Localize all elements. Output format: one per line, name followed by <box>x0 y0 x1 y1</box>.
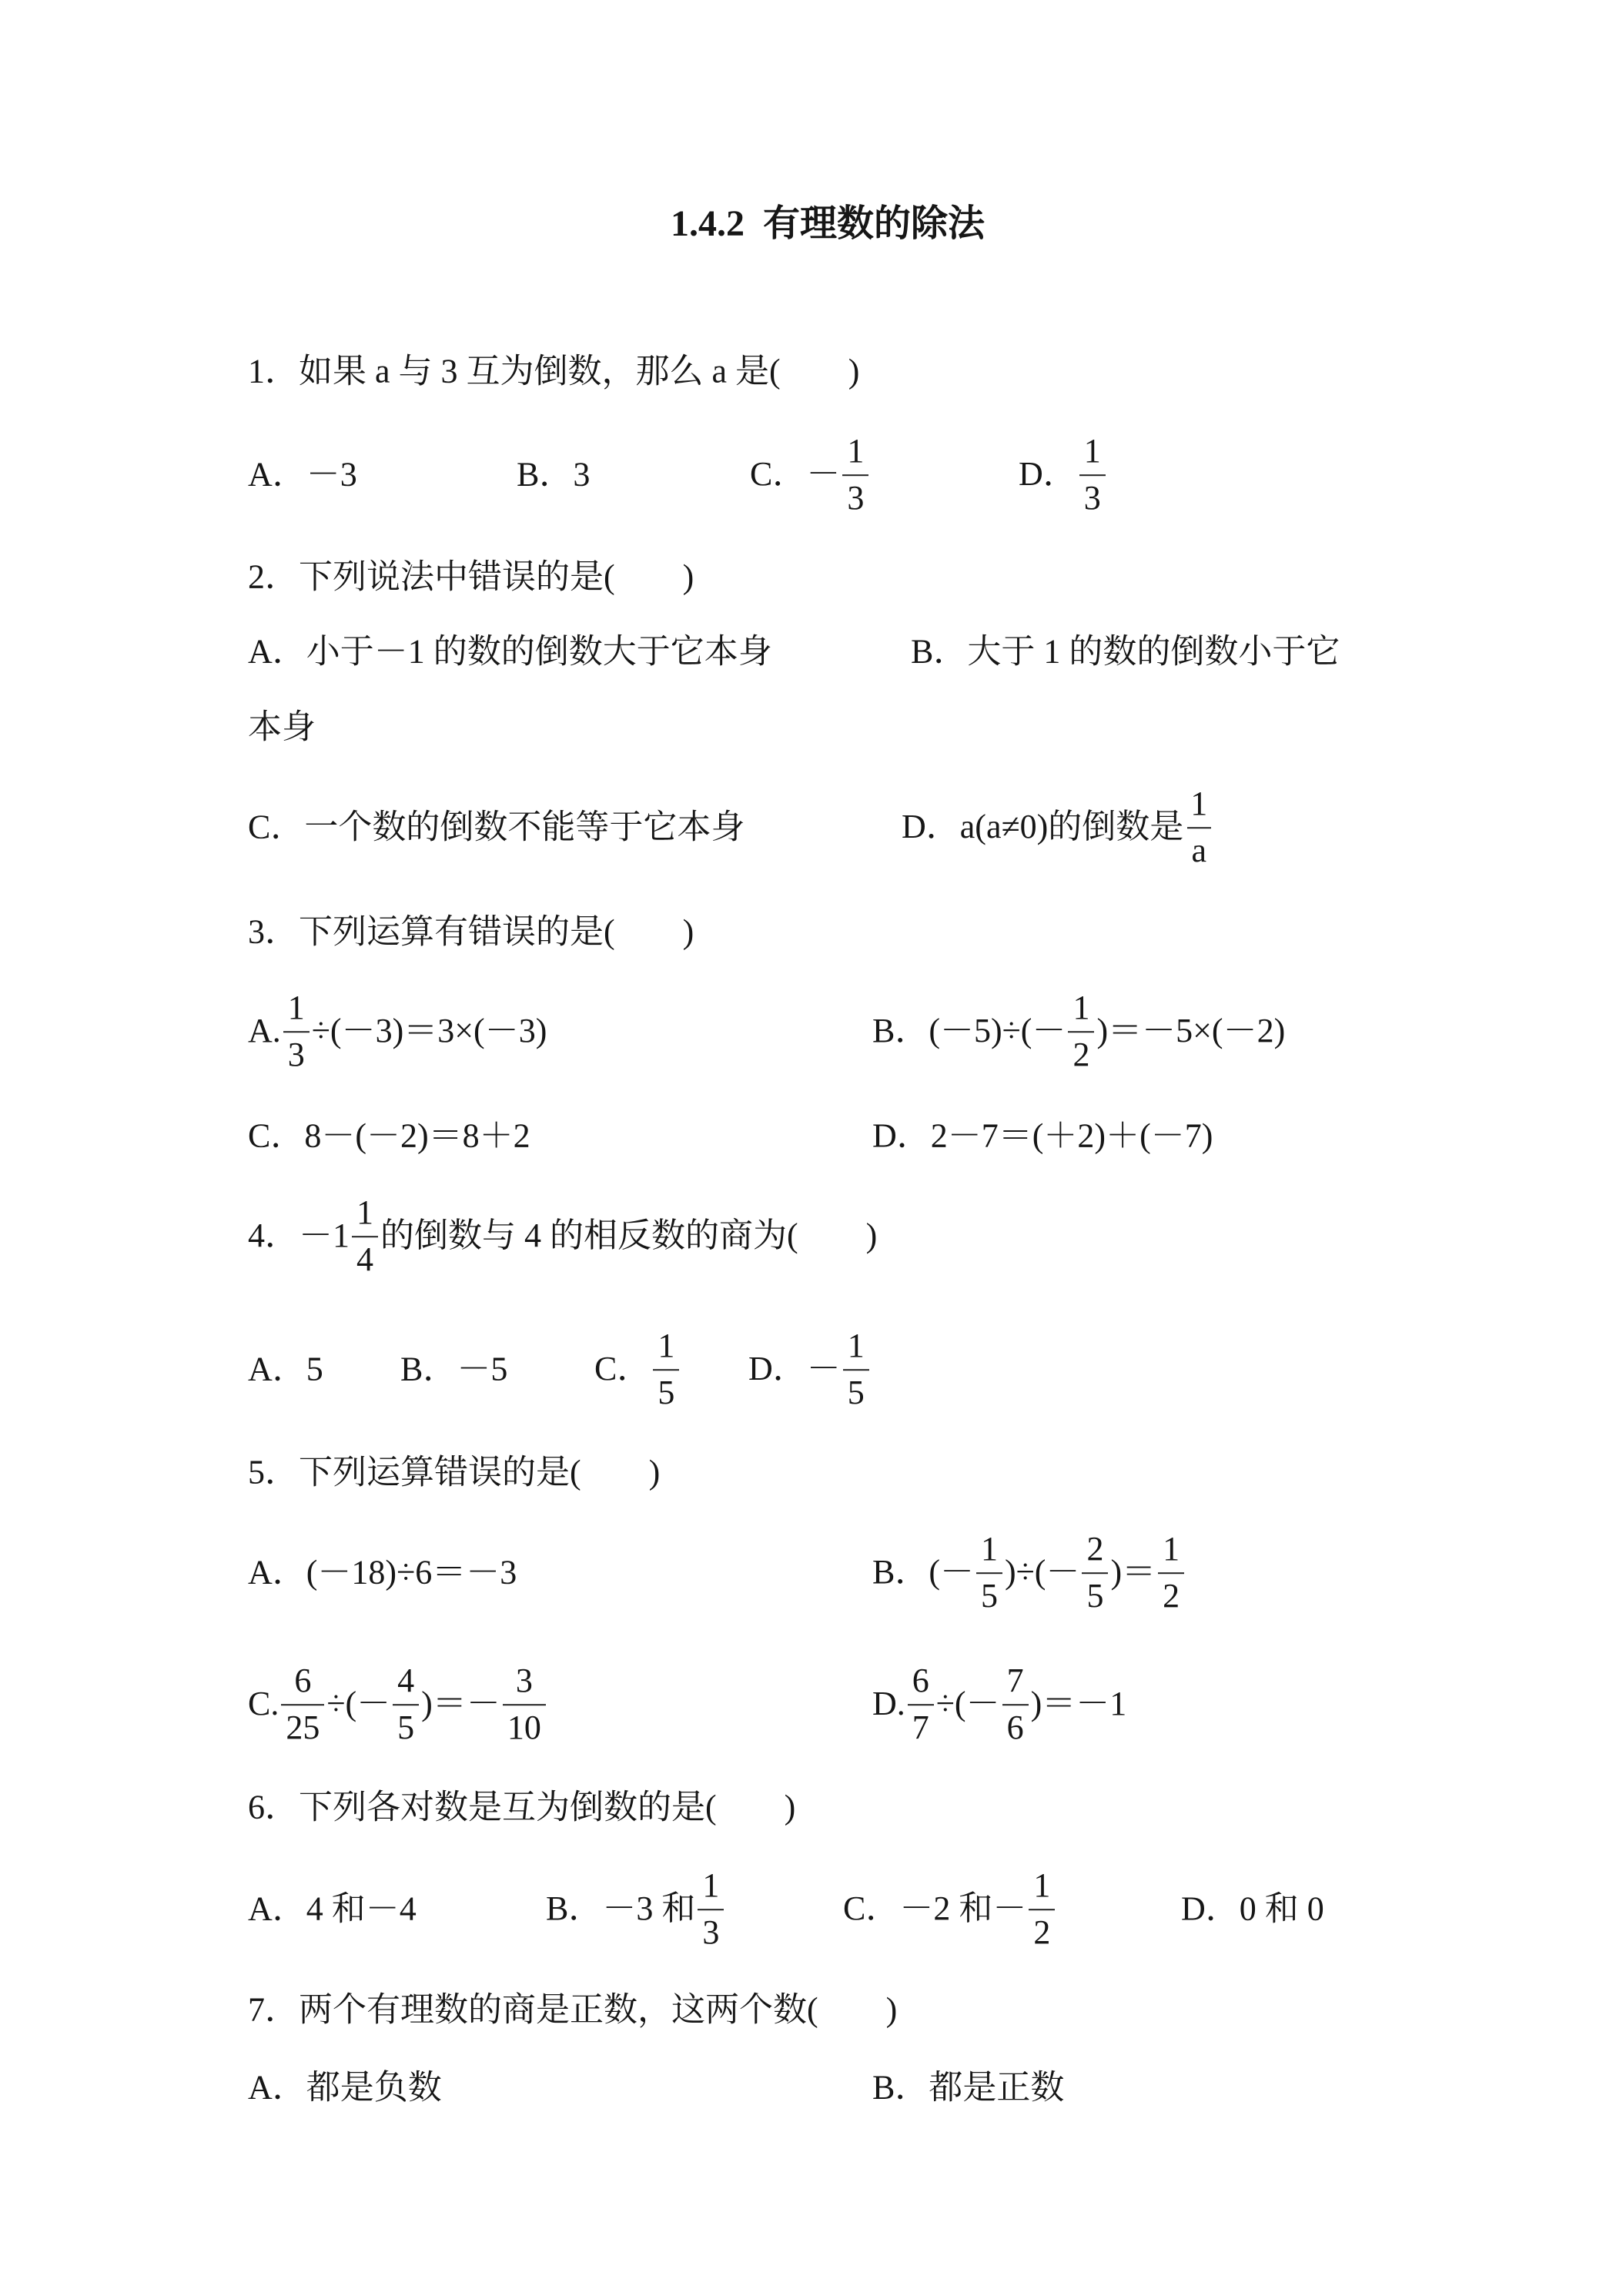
option-text: )＝－5×(－2) <box>1096 1012 1286 1050</box>
option-text: B．(－5)÷(－ <box>872 1012 1066 1050</box>
option-text: C． <box>594 1350 651 1388</box>
fraction <box>976 1529 1002 1617</box>
fraction-numerator: 6 <box>294 1662 312 1700</box>
q3-option-d: D．2－7＝(＋2)＋(－7) <box>872 1116 1213 1155</box>
fraction-denominator: 5 <box>653 1369 679 1414</box>
q3-option-a <box>248 988 547 1076</box>
q1-option-d <box>1019 431 1108 519</box>
q3-option-b <box>872 988 1285 1076</box>
fraction-numerator: 1 <box>1033 1866 1051 1905</box>
option-text: )＝－ <box>421 1685 500 1723</box>
fraction-denominator: 4 <box>352 1236 378 1280</box>
q1-option-c <box>750 431 871 519</box>
q1-option-b: B．3 <box>517 455 591 494</box>
fraction-denominator: 5 <box>393 1704 419 1749</box>
fraction-denominator: 5 <box>843 1369 869 1414</box>
fraction <box>281 1661 324 1749</box>
option-text: C. <box>248 1685 279 1723</box>
fraction <box>1186 784 1212 872</box>
option-text: ÷(－3)＝3×(－3) <box>311 1012 547 1050</box>
q3-option-c: C．8－(－2)＝8＋2 <box>248 1116 530 1155</box>
question-2-stem: 2．下列说法中错误的是( ) <box>248 557 694 596</box>
fraction-denominator: 6 <box>1002 1704 1029 1749</box>
question-1-stem: 1．如果 a 与 3 互为倒数，那么 a 是( ) <box>248 352 860 390</box>
fraction <box>1029 1866 1055 1953</box>
fraction <box>843 1326 869 1414</box>
page-title: 1.4.2 有理数的除法 <box>670 203 985 245</box>
q2-option-b-continued: 本身 <box>248 708 316 746</box>
fraction-numerator: 1 <box>356 1193 373 1232</box>
option-text: A. <box>248 1012 281 1050</box>
q2-option-d <box>902 784 1214 872</box>
option-text: D． <box>1019 455 1077 494</box>
q4-option-d <box>748 1326 872 1414</box>
q7-option-a: A．都是负数 <box>248 2068 442 2107</box>
fraction-numerator: 1 <box>1073 989 1090 1027</box>
fraction-numerator: 2 <box>1086 1530 1104 1568</box>
option-text: C．－2 和－ <box>843 1889 1027 1928</box>
question-7-stem: 7．两个有理数的商是正数，这两个数( ) <box>248 1990 898 2029</box>
question-5-stem: 5．下列运算错误的是( ) <box>248 1453 661 1491</box>
fraction-numerator: 4 <box>397 1662 415 1700</box>
q4-option-b: B．－5 <box>400 1350 508 1388</box>
option-text: )＝－1 <box>1030 1685 1127 1723</box>
option-text: B．(－ <box>872 1553 974 1591</box>
fraction <box>1158 1529 1184 1617</box>
fraction <box>653 1326 679 1414</box>
fraction-numerator: 1 <box>847 1327 865 1365</box>
fraction-denominator: 2 <box>1068 1031 1094 1076</box>
fraction <box>393 1661 419 1749</box>
q4-option-a: A．5 <box>248 1350 323 1388</box>
fraction-denominator: 5 <box>1082 1572 1108 1617</box>
stem-text: 的倒数与 4 的相反数的商为( ) <box>380 1217 878 1255</box>
q6-option-a: A．4 和－4 <box>248 1889 417 1928</box>
option-text: ÷(－ <box>326 1685 391 1723</box>
q6-option-d: D．0 和 0 <box>1181 1889 1324 1928</box>
option-text: C．－ <box>750 455 841 494</box>
fraction-numerator: 1 <box>981 1530 998 1568</box>
q5-option-b <box>872 1529 1186 1617</box>
fraction-denominator: 5 <box>976 1572 1002 1617</box>
q6-option-c <box>843 1866 1057 1953</box>
fraction <box>908 1661 934 1749</box>
fraction <box>352 1193 378 1280</box>
q5-option-a: A．(－18)÷6＝－3 <box>248 1553 517 1591</box>
fraction <box>1079 431 1106 519</box>
option-text: )÷(－ <box>1005 1553 1080 1591</box>
q2-option-a: A．小于－1 的数的倒数大于它本身 <box>248 632 772 671</box>
fraction-numerator: 1 <box>1083 432 1101 470</box>
q6-option-b <box>546 1866 726 1953</box>
fraction <box>1082 1529 1108 1617</box>
fraction <box>283 988 310 1076</box>
fraction-numerator: 6 <box>912 1662 929 1700</box>
stem-text: 4．－1 <box>248 1217 350 1255</box>
option-text: D．a(a≠0)的倒数是 <box>902 808 1184 846</box>
q5-option-d <box>872 1661 1126 1749</box>
option-text: ÷(－ <box>935 1685 1000 1723</box>
option-text: )＝ <box>1110 1553 1156 1591</box>
q1-option-a: A．－3 <box>248 455 357 494</box>
fraction-denominator: 2 <box>1158 1572 1184 1617</box>
fraction-numerator: 1 <box>1190 785 1208 823</box>
fraction-denominator: 10 <box>503 1704 546 1749</box>
option-text: B．－3 和 <box>546 1889 696 1928</box>
fraction <box>503 1661 546 1749</box>
question-4-stem <box>248 1193 877 1280</box>
option-text: D．－ <box>748 1350 841 1388</box>
fraction-denominator: 3 <box>698 1909 724 1953</box>
question-3-stem: 3．下列运算有错误的是( ) <box>248 912 694 951</box>
fraction <box>698 1866 724 1953</box>
fraction <box>1068 988 1094 1076</box>
option-text: D. <box>872 1685 905 1723</box>
q2-option-c: C．一个数的倒数不能等于它本身 <box>248 808 745 846</box>
fraction-numerator: 7 <box>1006 1662 1024 1700</box>
fraction-denominator: 3 <box>1079 474 1106 519</box>
q4-option-c <box>594 1326 681 1414</box>
fraction-numerator: 1 <box>287 989 305 1027</box>
fraction <box>842 431 868 519</box>
q2-option-b: B．大于 1 的数的倒数小于它 <box>911 632 1340 671</box>
fraction-denominator: 3 <box>842 474 868 519</box>
fraction-denominator: a <box>1187 827 1212 872</box>
fraction-numerator: 1 <box>702 1866 720 1905</box>
fraction-denominator: 7 <box>908 1704 934 1749</box>
fraction-numerator: 1 <box>847 432 865 470</box>
fraction-numerator: 3 <box>515 1662 533 1700</box>
fraction-numerator: 1 <box>658 1327 675 1365</box>
fraction-denominator: 2 <box>1029 1909 1055 1953</box>
q7-option-b: B．都是正数 <box>872 2068 1065 2107</box>
fraction-denominator: 3 <box>283 1031 310 1076</box>
fraction-denominator: 25 <box>281 1704 324 1749</box>
fraction-numerator: 1 <box>1163 1530 1180 1568</box>
q5-option-c <box>248 1661 548 1749</box>
fraction <box>1002 1661 1029 1749</box>
question-6-stem: 6．下列各对数是互为倒数的是( ) <box>248 1788 796 1826</box>
